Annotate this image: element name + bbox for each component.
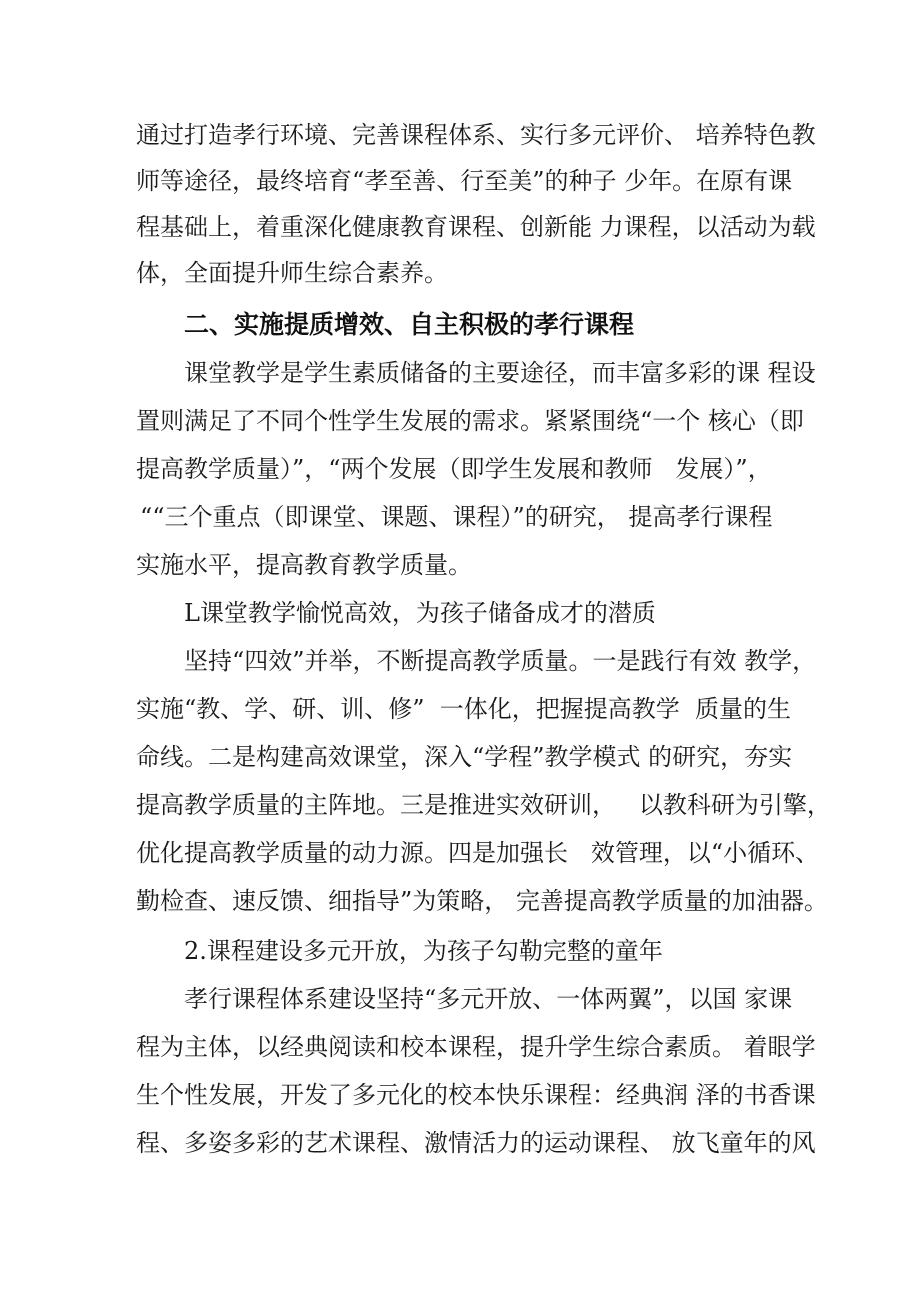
section-paragraph-line: 提高教学质量）”，“两个发展（即学生发展和教师 发展）”， (136, 455, 772, 483)
subsection-1-line: 实施“教、学、研、训、修” 一体化，把握提高教学 质量的生 (136, 695, 792, 723)
subsection-2-line: 孝行课程体系建设坚持“多元开放、一体两翼”，以国 家课 (184, 985, 793, 1013)
subsection-1-line: 勤检查、速反馈、细指导”为策略， 完善提高教学质量的加油器。 (136, 887, 828, 915)
intro-line: 师等途径，最终培育“孝至善、行至美”的种子 少年。在原有课 (136, 167, 793, 195)
subsection-1-line: 命线。二是构建高效课堂，深入“学程”教学模式 的研究，夯实 (136, 743, 793, 771)
intro-line: 通过打造孝行环境、完善课程体系、实行多元评价、 培养特色教 (136, 121, 816, 149)
section-paragraph-line: 置则满足了不同个性学生发展的需求。紧紧围绕“一个 核心（即 (136, 407, 804, 435)
intro-line: 程基础上，着重深化健康教育课程、创新能 力课程，以活动为载 (136, 213, 816, 241)
subsection-2-line: 程为主体，以经典阅读和校本课程，提升学生综合素质。 着眼学 (136, 1033, 816, 1061)
subsection-1-line: 优化提高教学质量的动力源。四是加强长 效管理，以“小循环、 (136, 839, 820, 867)
subsection-1-line: 坚持“四效”并举，不断提高教学质量。一是践行有效 教学， (184, 647, 817, 675)
subsection-1-line: 提高教学质量的主阵地。三是推进实效研训， 以教科研为引擎， (136, 791, 831, 819)
intro-line: 体，全面提升师生综合素养。 (136, 259, 448, 287)
subheading-2: 2.课程建设多元开放，为孩子勾勒完整的童年 (184, 937, 663, 965)
subsection-2-line: 生个性发展，开发了多元化的校本快乐课程：经典润 泽的书香课 (136, 1081, 816, 1109)
section-paragraph-line: ““三个重点（即课堂、课题、课程）”的研究， 提高孝行课程 (140, 503, 773, 531)
subsection-2-line: 程、多姿多彩的艺术课程、激情活力的运动课程、 放飞童年的风 (136, 1129, 816, 1157)
section-paragraph-line: 实施水平，提高教育教学质量。 (136, 551, 472, 579)
subheading-1: L课堂教学愉悦高效，为孩子储备成才的潜质 (184, 599, 656, 627)
section-heading: 二、实施提质增效、自主积极的孝行课程 (184, 310, 635, 339)
section-paragraph-line: 课堂教学是学生素质储备的主要途径，而丰富多彩的课 程设 (184, 359, 816, 387)
